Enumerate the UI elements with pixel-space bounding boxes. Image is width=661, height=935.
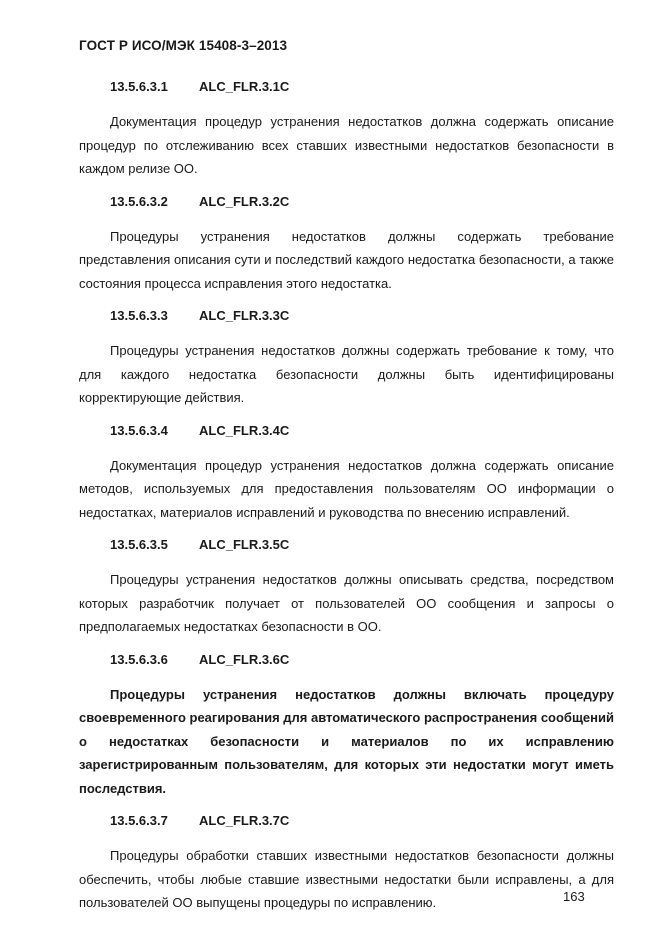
section-paragraph: Процедуры устранения недостатков должны содержать требование представления описания сути и последствий каждого недостатка безопасности, а также состояния процесса исправления этого недостатка. [79, 228, 614, 291]
section-2 [79, 192, 614, 296]
section-number: 13.5.6.3.5 [110, 537, 168, 552]
section-code: ALC_FLR.3.1C [199, 79, 290, 94]
section-heading [79, 650, 614, 670]
section-3 [79, 306, 614, 410]
section-number: 13.5.6.3.7 [110, 813, 168, 828]
section-code: ALC_FLR.3.6C [199, 651, 290, 667]
section-number: 13.5.6.3.6 [110, 651, 168, 667]
section-number: 13.5.6.3.4 [110, 422, 168, 438]
document-header: ГОСТ Р ИСО/МЭК 15408-3–2013 [79, 38, 288, 53]
section-paragraph: Документация процедур устранения недостатков должна содержать описание методов, используемых для предоставления пользователям ОО информации о недостатках, материалов исправлений и руководства по внесению исправлений. [79, 457, 614, 520]
section-heading [79, 77, 614, 97]
section-code: ALC_FLR.3.3C [199, 308, 290, 323]
section-number: 13.5.6.3.3 [110, 308, 168, 323]
section-heading [79, 535, 614, 555]
section-4 [79, 421, 614, 525]
section-code: ALC_FLR.3.5C [199, 537, 290, 552]
section-paragraph: Документация процедур устранения недостатков должна содержать описание процедур по отслеживанию всех ставших известными недостатков безопасности в каждом релизе ОО. [79, 114, 614, 176]
section-heading [79, 811, 614, 831]
section-5 [79, 535, 614, 639]
section-paragraph-emphasized: Процедуры устранения недостатков должны включать процедуру своевременного реагирования для автоматического распространения сообщений о недостатках безопасности и материалов по их исправлению зарегистрированным пользователям, для которых эти недостатки могут иметь последствия. [79, 686, 614, 796]
section-number: 13.5.6.3.2 [110, 193, 168, 209]
page-number: 163 [563, 889, 585, 904]
section-6 [79, 650, 614, 801]
section-code: ALC_FLR.3.7C [199, 813, 290, 828]
section-7 [79, 811, 614, 915]
section-1 [79, 77, 614, 181]
section-paragraph: Процедуры устранения недостатков должны описывать средства, посредством которых разработчик получает от пользователей ОО сообщения и запросы о предполагаемых недостатках безопасности в ОО. [79, 572, 614, 634]
section-heading [79, 306, 614, 326]
section-code: ALC_FLR.3.2C [199, 193, 290, 209]
section-heading [79, 421, 614, 441]
section-number: 13.5.6.3.1 [110, 79, 168, 94]
document-body [79, 77, 614, 926]
section-paragraph: Процедуры устранения недостатков должны содержать требование к тому, что для каждого недостатка безопасности должны быть идентифицированы корректирующие действия. [79, 343, 614, 405]
section-paragraph: Процедуры обработки ставших известными недостатков безопасности должны обеспечить, чтобы любые ставшие известными недостатки были исправлены, а для пользователей ОО выпущены процедуры по исправлению. [79, 848, 614, 910]
section-heading [79, 192, 614, 212]
section-code: ALC_FLR.3.4C [199, 422, 290, 438]
